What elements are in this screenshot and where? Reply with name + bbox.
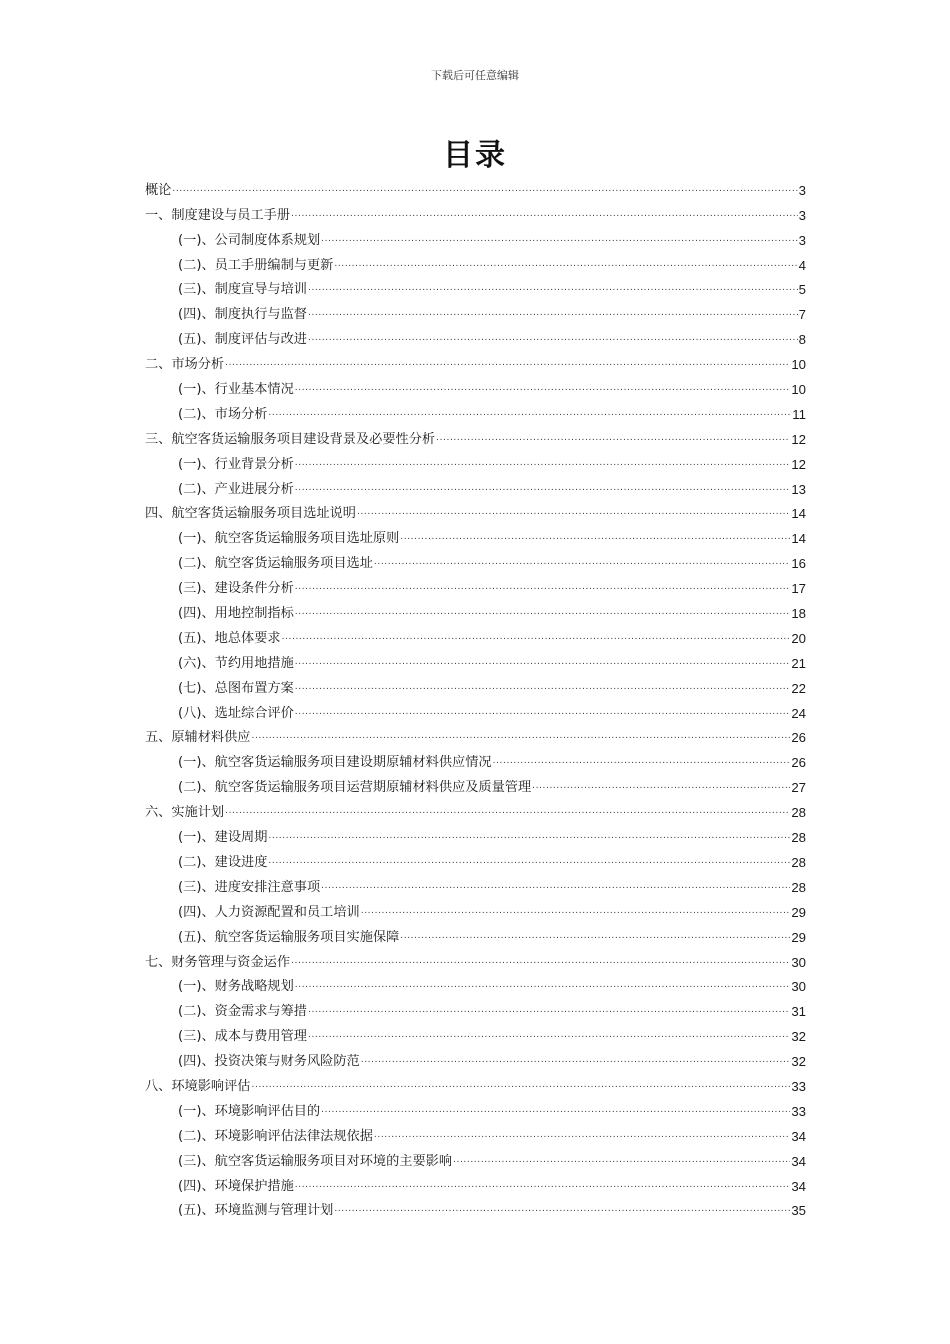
toc-entry[interactable]	[145, 499, 806, 524]
dot-leader	[295, 604, 791, 620]
dot-leader	[291, 953, 790, 969]
toc-entry-title: (二)、资金需求与筹措	[178, 1004, 307, 1020]
toc-entry[interactable]	[145, 772, 806, 797]
dot-leader	[308, 305, 798, 321]
dot-leader	[308, 1002, 790, 1018]
toc-entry-title: (三)、成本与费用管理	[178, 1029, 307, 1045]
toc-entry[interactable]	[145, 1071, 806, 1096]
dot-leader	[436, 430, 790, 446]
toc-entry-title: 七、财务管理与资金运作	[145, 954, 291, 970]
toc-entry-title: (一)、环境影响评估目的	[178, 1103, 321, 1119]
toc-entry[interactable]	[145, 374, 806, 399]
toc-page-number: 16	[791, 556, 806, 572]
toc-entry-title: (七)、总图布置方案	[178, 680, 294, 696]
toc-entry-title: (三)、航空客货运输服务项目对环境的主要影响	[178, 1153, 453, 1169]
toc-entry[interactable]	[145, 1021, 806, 1046]
toc-page-number: 30	[791, 979, 806, 995]
toc-entry[interactable]	[145, 1196, 806, 1221]
toc-entry-title: (三)、进度安排注意事项	[178, 879, 321, 895]
dot-leader	[282, 629, 791, 645]
toc-entry-title: (二)、航空客货运输服务项目运营期原辅材料供应及质量管理	[178, 780, 532, 796]
dot-leader	[252, 728, 791, 744]
toc-page-number: 30	[791, 954, 806, 970]
toc-entry-title: (一)、行业基本情况	[178, 382, 294, 398]
dot-leader	[225, 803, 790, 819]
toc-entry[interactable]	[145, 723, 806, 748]
dot-leader	[291, 206, 798, 222]
toc-entry[interactable]	[145, 275, 806, 300]
toc-page-number: 22	[791, 680, 806, 696]
dot-leader	[308, 1027, 790, 1043]
toc-page-number: 10	[791, 382, 806, 398]
toc-page-number: 20	[791, 630, 806, 646]
toc-page-number: 12	[791, 431, 806, 447]
toc-entry[interactable]	[145, 797, 806, 822]
toc-page-number: 11	[792, 406, 806, 422]
toc-entry-title: (四)、制度执行与监督	[178, 307, 307, 323]
download-note: 下载后可任意编辑	[431, 69, 519, 82]
toc-page-number: 33	[791, 1103, 806, 1119]
dot-leader	[308, 330, 798, 346]
toc-page-number: 3	[798, 232, 806, 248]
dot-leader	[295, 654, 791, 670]
toc-entry[interactable]	[145, 1046, 806, 1071]
toc-entry-title: (四)、人力资源配置和员工培训	[178, 904, 360, 920]
toc-entry[interactable]	[145, 523, 806, 548]
dot-leader	[374, 554, 790, 570]
dot-leader	[295, 704, 791, 720]
table-of-contents	[145, 175, 806, 1220]
dot-leader	[374, 1127, 790, 1143]
toc-entry[interactable]	[145, 250, 806, 275]
dot-leader	[321, 231, 797, 247]
toc-entry[interactable]	[145, 996, 806, 1021]
toc-entry[interactable]	[145, 922, 806, 947]
toc-entry-title: 一、制度建设与员工手册	[145, 207, 291, 223]
toc-entry-title: 五、原辅材料供应	[145, 730, 251, 746]
toc-entry-title: (一)、财务战略规划	[178, 979, 294, 995]
toc-page-number: 13	[791, 481, 806, 497]
toc-entry-title: (二)、产业进展分析	[178, 481, 294, 497]
toc-entry[interactable]	[145, 200, 806, 225]
toc-page-number: 29	[791, 904, 806, 920]
page-title: 目录	[443, 138, 507, 173]
toc-entry-title: 二、市场分析	[145, 357, 225, 373]
toc-entry[interactable]	[145, 648, 806, 673]
toc-entry-title: (四)、用地控制指标	[178, 606, 294, 622]
toc-page-number: 14	[791, 531, 806, 547]
toc-entry-title: (四)、环境保护措施	[178, 1178, 294, 1194]
toc-entry[interactable]	[145, 1096, 806, 1121]
dot-leader	[268, 853, 790, 869]
toc-page-number: 4	[798, 257, 806, 273]
toc-page-number: 32	[791, 1029, 806, 1045]
toc-page-number: 12	[791, 456, 806, 472]
toc-entry[interactable]	[145, 573, 806, 598]
toc-page-number: 28	[791, 854, 806, 870]
toc-entry[interactable]	[145, 225, 806, 250]
toc-page-number: 3	[798, 182, 806, 198]
toc-page-number: 34	[791, 1178, 806, 1194]
toc-entry-title: (三)、制度宣导与培训	[178, 282, 307, 298]
toc-entry[interactable]	[145, 1146, 806, 1171]
dot-leader	[295, 380, 791, 396]
dot-leader	[334, 256, 797, 272]
toc-entry[interactable]	[145, 1121, 806, 1146]
toc-entry-title: (五)、制度评估与改进	[178, 332, 307, 348]
dot-leader	[334, 1201, 790, 1217]
toc-entry-title: (四)、投资决策与财务风险防范	[178, 1054, 360, 1070]
toc-page-number: 35	[791, 1203, 806, 1219]
toc-entry[interactable]	[145, 399, 806, 424]
toc-entry[interactable]	[145, 698, 806, 723]
toc-entry[interactable]	[145, 947, 806, 972]
toc-page-number: 10	[791, 357, 806, 373]
toc-entry[interactable]	[145, 972, 806, 997]
toc-page-number: 31	[791, 1004, 806, 1020]
dot-leader	[268, 405, 791, 421]
dot-leader	[361, 903, 791, 919]
toc-entry[interactable]	[145, 349, 806, 374]
toc-entry-title: 六、实施计划	[145, 805, 225, 821]
toc-page-number: 14	[791, 506, 806, 522]
toc-page-number: 34	[791, 1153, 806, 1169]
toc-entry-title: (六)、节约用地措施	[178, 655, 294, 671]
toc-entry[interactable]	[145, 1171, 806, 1196]
toc-entry[interactable]	[145, 299, 806, 324]
toc-entry-title: 八、环境影响评估	[145, 1078, 251, 1094]
toc-entry[interactable]	[145, 897, 806, 922]
dot-leader	[361, 1052, 791, 1068]
toc-page-number: 28	[791, 805, 806, 821]
dot-leader	[225, 355, 790, 371]
toc-entry[interactable]	[145, 175, 806, 200]
toc-page-number: 32	[791, 1054, 806, 1070]
toc-entry-title: (五)、航空客货运输服务项目实施保障	[178, 929, 400, 945]
toc-entry-title: (二)、员工手册编制与更新	[178, 257, 334, 273]
dot-leader	[400, 529, 790, 545]
toc-page-number: 21	[791, 655, 806, 671]
toc-page-number: 26	[791, 755, 806, 771]
toc-page-number: 7	[798, 307, 806, 323]
toc-entry-title: (二)、环境影响评估法律法规依据	[178, 1128, 373, 1144]
toc-entry[interactable]	[145, 474, 806, 499]
toc-entry-title: (二)、市场分析	[178, 406, 268, 422]
toc-page-number: 29	[791, 929, 806, 945]
dot-leader	[295, 977, 791, 993]
toc-page-number: 28	[791, 879, 806, 895]
toc-entry-title: 概论	[145, 182, 172, 198]
dot-leader	[453, 1152, 790, 1168]
toc-entry[interactable]	[145, 598, 806, 623]
dot-leader	[268, 828, 790, 844]
toc-entry-title: 三、航空客货运输服务项目建设背景及必要性分析	[145, 431, 436, 447]
toc-page-number: 28	[791, 830, 806, 846]
toc-entry[interactable]	[145, 747, 806, 772]
dot-leader	[252, 1077, 791, 1093]
toc-entry[interactable]	[145, 822, 806, 847]
toc-entry-title: (一)、航空客货运输服务项目选址原则	[178, 531, 400, 547]
toc-entry[interactable]	[145, 872, 806, 897]
toc-entry-title: (一)、航空客货运输服务项目建设期原辅材料供应情况	[178, 755, 492, 771]
dot-leader	[295, 679, 791, 695]
toc-page-number: 34	[791, 1128, 806, 1144]
toc-entry[interactable]	[145, 324, 806, 349]
dot-leader	[295, 579, 791, 595]
toc-entry-title: (三)、建设条件分析	[178, 581, 294, 597]
toc-entry-title: (一)、公司制度体系规划	[178, 232, 321, 248]
toc-page-number: 24	[791, 705, 806, 721]
toc-entry[interactable]	[145, 847, 806, 872]
toc-entry[interactable]	[145, 623, 806, 648]
toc-page-number: 3	[798, 207, 806, 223]
toc-page-number: 8	[798, 332, 806, 348]
dot-leader	[321, 878, 790, 894]
toc-entry[interactable]	[145, 673, 806, 698]
toc-page-number: 27	[791, 780, 806, 796]
dot-leader	[295, 455, 791, 471]
dot-leader	[295, 1177, 791, 1193]
toc-entry[interactable]	[145, 548, 806, 573]
toc-entry-title: (八)、选址综合评价	[178, 705, 294, 721]
toc-entry-title: (五)、环境监测与管理计划	[178, 1203, 334, 1219]
toc-page-number: 33	[791, 1078, 806, 1094]
dot-leader	[295, 480, 791, 496]
toc-entry[interactable]	[145, 424, 806, 449]
toc-entry-title: 四、航空客货运输服务项目选址说明	[145, 506, 356, 522]
dot-leader	[532, 778, 790, 794]
toc-entry-title: (五)、地总体要求	[178, 630, 281, 646]
toc-entry-title: (二)、建设进度	[178, 854, 268, 870]
toc-page-number: 26	[791, 730, 806, 746]
toc-page-number: 5	[798, 282, 806, 298]
toc-entry-title: (二)、航空客货运输服务项目选址	[178, 556, 373, 572]
toc-entry-title: (一)、建设周期	[178, 830, 268, 846]
toc-page-number: 17	[791, 581, 806, 597]
toc-entry[interactable]	[145, 449, 806, 474]
dot-leader	[321, 1102, 790, 1118]
toc-entry-title: (一)、行业背景分析	[178, 456, 294, 472]
toc-page-number: 18	[791, 606, 806, 622]
dot-leader	[357, 504, 790, 520]
dot-leader	[308, 280, 798, 296]
dot-leader	[493, 753, 791, 769]
dot-leader	[400, 928, 790, 944]
dot-leader	[172, 181, 797, 197]
